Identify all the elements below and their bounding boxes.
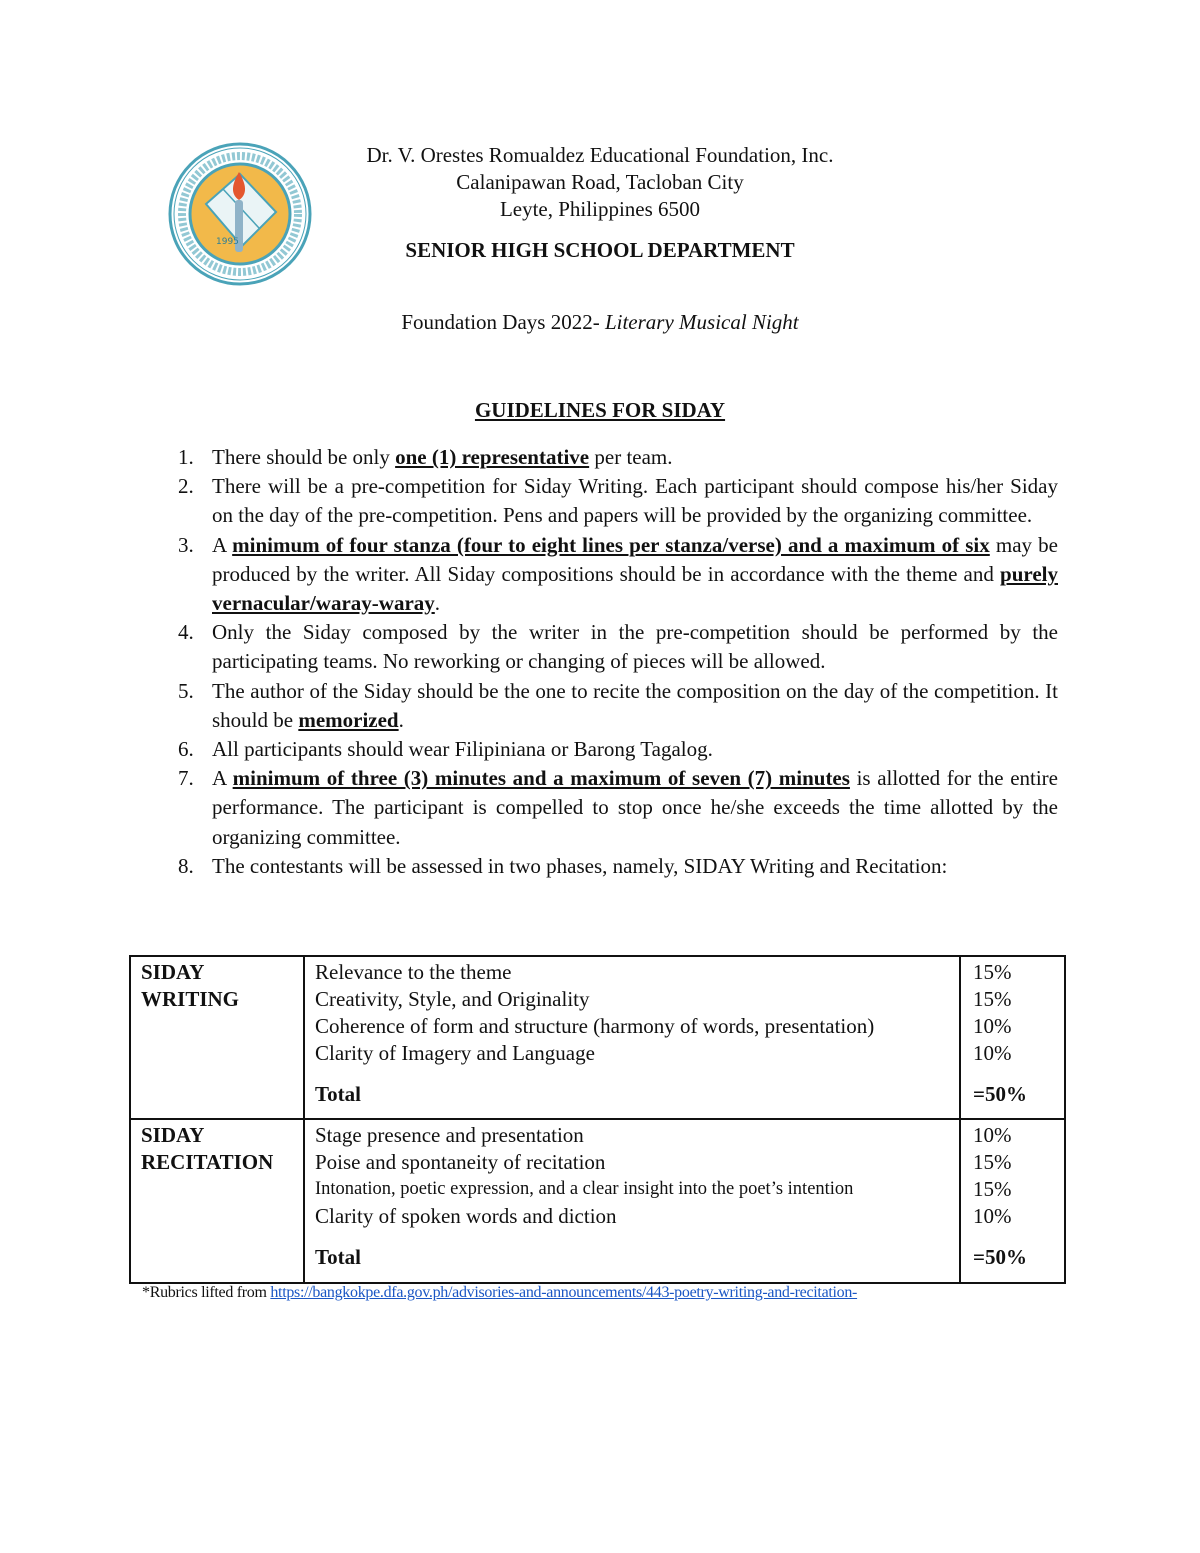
item-text: . xyxy=(398,707,404,732)
item-text: may be produced by the writer. All Siday compositions should be in accordance with the theme and xyxy=(212,532,1058,586)
item-number: 3. xyxy=(178,532,194,557)
list-item xyxy=(178,764,1058,852)
item-number: 5. xyxy=(178,678,194,703)
item-text: All participants should wear Filipiniana or Barong Tagalog. xyxy=(212,737,713,762)
criterion: Poise and spontaneity of recitation xyxy=(315,1150,606,1174)
criteria-cell xyxy=(304,1119,960,1283)
weight-cell xyxy=(960,1119,1065,1283)
category-label: WRITING xyxy=(141,987,240,1011)
list-item xyxy=(178,852,1058,881)
item-text: The author of the Siday should be the one to recite the composition on the day of the competition. It should be xyxy=(212,678,1058,732)
emphasis: minimum of four stanza (four to eight lines per stanza/verse) and a maximum of six xyxy=(232,532,990,557)
total-value: =50% xyxy=(973,1245,1027,1269)
list-item xyxy=(178,618,1058,676)
item-text: A xyxy=(212,766,233,791)
item-number: 6. xyxy=(178,737,194,762)
item-text: A xyxy=(212,532,233,557)
weight: 10% xyxy=(973,1204,1012,1228)
letterhead xyxy=(300,142,900,223)
item-number: 1. xyxy=(178,445,194,469)
item-number: 2. xyxy=(178,474,194,499)
total-value: =50% xyxy=(973,1082,1027,1106)
footnote xyxy=(142,1284,857,1302)
list-item xyxy=(178,472,1058,530)
criterion: Intonation, poetic expression, and a clear insight into the poet’s intention xyxy=(315,1179,854,1199)
table-row xyxy=(130,956,1065,1119)
emphasis: purely vernacular/waray-waray xyxy=(212,561,1058,616)
item-text: There will be a pre-competition for Siday Writing. Each participant should compose his/her Siday on the day of the pre-competition. Pens and papers will be provided by the organizing committee. xyxy=(212,474,1058,528)
weight: 10% xyxy=(973,1014,1012,1038)
criterion: Clarity of Imagery and Language xyxy=(315,1041,595,1065)
weight: 15% xyxy=(973,960,1012,984)
weight-cell xyxy=(960,956,1065,1119)
total-label: Total xyxy=(315,1245,361,1269)
item-text: Only the Siday composed by the writer in the pre-competition should be performed by the participating teams. No reworking or changing of pieces will be allowed. xyxy=(212,620,1058,674)
weight: 10% xyxy=(973,1041,1012,1065)
item-number: 7. xyxy=(178,766,194,791)
address-line-1: Calanipawan Road, Tacloban City xyxy=(456,170,744,194)
guidelines-list xyxy=(178,443,1058,881)
list-item xyxy=(178,677,1058,735)
item-text: is allotted for the entire performance. The participant is compelled to stop once he/she exceeds the time allotted by the organizing committee. xyxy=(212,766,1058,849)
item-number: 4. xyxy=(178,620,194,645)
item-number: 8. xyxy=(178,853,194,878)
item-text: . xyxy=(434,591,441,616)
criterion: Creativity, Style, and Originality xyxy=(315,987,590,1011)
category-label: SIDAY xyxy=(141,1123,205,1147)
category-cell xyxy=(130,1119,304,1283)
svg-text:1995: 1995 xyxy=(216,237,239,247)
emphasis: memorized xyxy=(298,707,399,732)
category-cell xyxy=(130,956,304,1119)
item-text: The contestants will be assessed in two phases, namely, SIDAY Writing and Recitation: xyxy=(212,853,948,878)
list-item xyxy=(178,735,1058,764)
source-link[interactable]: https://bangkokpe.dfa.gov.ph/advisories-and-announcements/443-poetry-writing-and-recitation- xyxy=(270,1284,858,1301)
event-name: Literary Musical Night xyxy=(604,310,799,334)
weight: 15% xyxy=(973,1150,1012,1174)
footnote-text: *Rubrics lifted from xyxy=(142,1284,271,1301)
weight: 10% xyxy=(973,1123,1012,1147)
address-line-2: Leyte, Philippines 6500 xyxy=(499,197,701,221)
weight: 15% xyxy=(973,987,1012,1011)
list-item xyxy=(178,443,1058,472)
category-label: SIDAY xyxy=(141,960,205,984)
rubric-table xyxy=(129,955,1066,1284)
foundation-logo xyxy=(168,142,312,286)
criterion: Relevance to the theme xyxy=(315,960,512,984)
table-row xyxy=(130,1119,1065,1283)
criterion: Stage presence and presentation xyxy=(315,1123,584,1147)
list-item xyxy=(178,531,1058,619)
item-text: There should be only xyxy=(212,445,396,469)
total-label: Total xyxy=(315,1082,361,1106)
emphasis: minimum of three (3) minutes and a maximum of seven (7) minutes xyxy=(232,766,850,791)
guidelines-title: GUIDELINES FOR SIDAY xyxy=(474,398,726,422)
event-line xyxy=(300,310,900,335)
event-prefix: Foundation Days 2022- xyxy=(401,310,605,334)
criterion: Coherence of form and structure (harmony of words, presentation) xyxy=(315,1014,875,1038)
emphasis: one (1) representative xyxy=(395,445,590,469)
criteria-cell xyxy=(304,956,960,1119)
weight: 15% xyxy=(973,1177,1012,1201)
criterion: Clarity of spoken words and diction xyxy=(315,1204,617,1228)
category-label: RECITATION xyxy=(141,1150,274,1174)
item-text: per team. xyxy=(589,445,673,469)
org-name: Dr. V. Orestes Romualdez Educational Foundation, Inc. xyxy=(366,143,834,167)
department-heading: SENIOR HIGH SCHOOL DEPARTMENT xyxy=(405,238,795,262)
